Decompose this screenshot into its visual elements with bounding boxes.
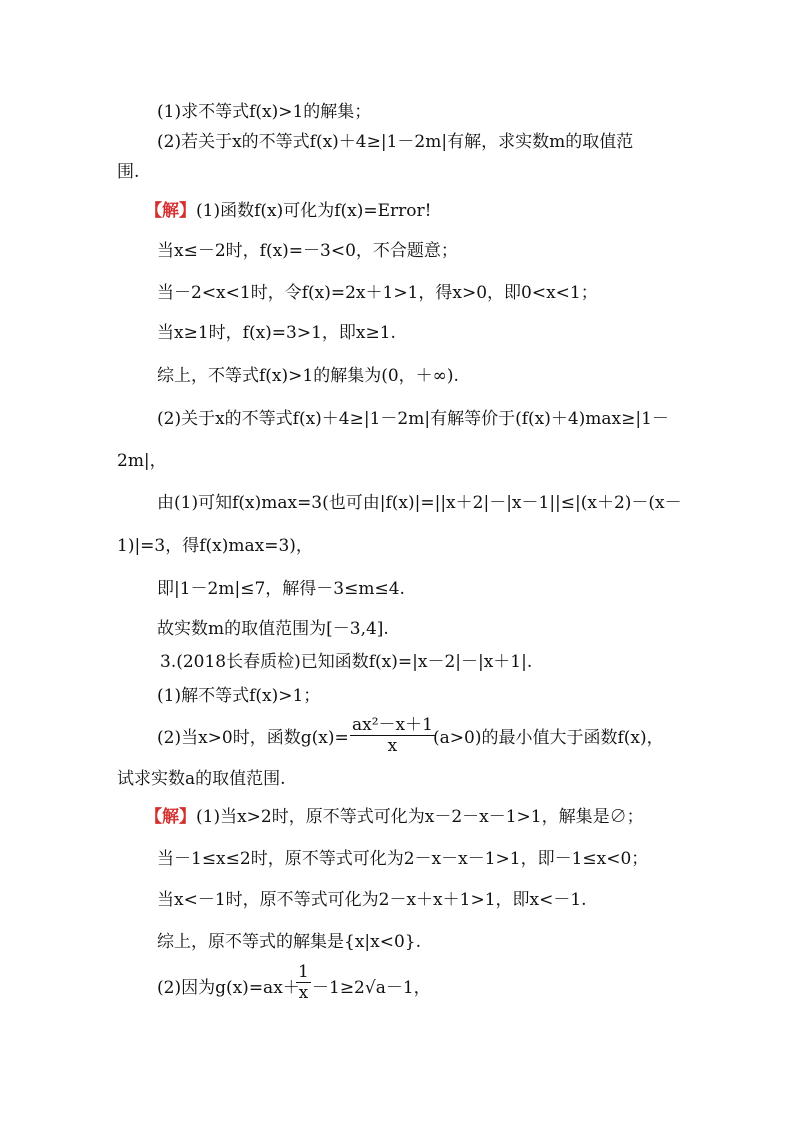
- question-1: (1)求不等式f(x)>1的解集；: [157, 102, 372, 122]
- solution-1-line-2: 当x≤－2时，f(x)=－3<0，不合题意；: [157, 241, 458, 261]
- solution-3-line-1: 【解】(1)当x>2时，原不等式可化为x－2－x－1>1，解集是∅；: [145, 807, 644, 827]
- solution-tag: 【解】: [145, 807, 196, 827]
- solution-3-line-5-post: －1≥2√a－1，: [312, 978, 431, 998]
- problem-3-part-2-post: (a>0)的最小值大于函数f(x)，: [433, 728, 664, 748]
- fraction-numerator: ax²－x＋1: [350, 710, 435, 736]
- solution-tag: 【解】: [145, 201, 196, 221]
- problem-3-part-2-pre: (2)当x>0时，函数g(x)=: [157, 728, 349, 748]
- solution-1-line-3: 当－2<x<1时，令f(x)=2x＋1>1，得x>0，即0<x<1；: [157, 283, 598, 303]
- solution-3-line-4: 综上，原不等式的解集是{x|x<0}.: [157, 932, 421, 952]
- solution-2-line-1-cont: 2m|，: [117, 451, 167, 471]
- fraction-numerator: 1: [298, 962, 309, 982]
- solution-2-line-3: 即|1－2m|≤7，解得－3≤m≤4.: [157, 579, 405, 599]
- problem-3-title: 3.(2018长春质检)已知函数f(x)=|x－2|－|x＋1|.: [160, 652, 533, 672]
- fraction-denominator: x: [387, 736, 398, 756]
- question-2: (2)若关于x的不等式f(x)＋4≥|1－2m|有解，求实数m的取值范: [157, 132, 634, 152]
- solution-1-line-4: 当x≥1时，f(x)=3>1，即x≥1.: [157, 323, 396, 343]
- solution-2-line-2: 由(1)可知f(x)max=3(也可由|f(x)|=||x＋2|－|x－1||≤|(x＋2)－(x－: [157, 493, 682, 513]
- solution-1-line-5: 综上，不等式f(x)>1的解集为(0，＋∞).: [157, 366, 459, 386]
- fraction-denominator: x: [298, 983, 309, 1003]
- solution-2-line-4: 故实数m的取值范围为[－3,4].: [157, 619, 389, 639]
- question-2-cont: 围.: [117, 162, 140, 182]
- solution-3-line-2: 当－1≤x≤2时，原不等式可化为2－x－x－1>1，即－1≤x<0；: [157, 849, 649, 869]
- solution-3-line-3: 当x<－1时，原不等式可化为2－x＋x＋1>1，即x<－1.: [157, 890, 587, 910]
- solution-2-line-2-cont: 1)|=3，得f(x)max=3)，: [117, 536, 313, 556]
- fraction-1-over-x: [296, 962, 311, 1003]
- solution-1-line-1: 【解】(1)函数f(x)可化为f(x)=Error!: [145, 201, 432, 221]
- problem-3-part-2-cont: 试求实数a的取值范围.: [117, 769, 286, 789]
- solution-3-line-5-pre: (2)因为g(x)=ax＋: [157, 978, 300, 998]
- solution-2-line-1: (2)关于x的不等式f(x)＋4≥|1－2m|有解等价于(f(x)＋4)max≥|1－: [157, 409, 669, 429]
- problem-3-part-1: (1)解不等式f(x)>1；: [157, 686, 321, 706]
- fraction-g: [350, 710, 435, 756]
